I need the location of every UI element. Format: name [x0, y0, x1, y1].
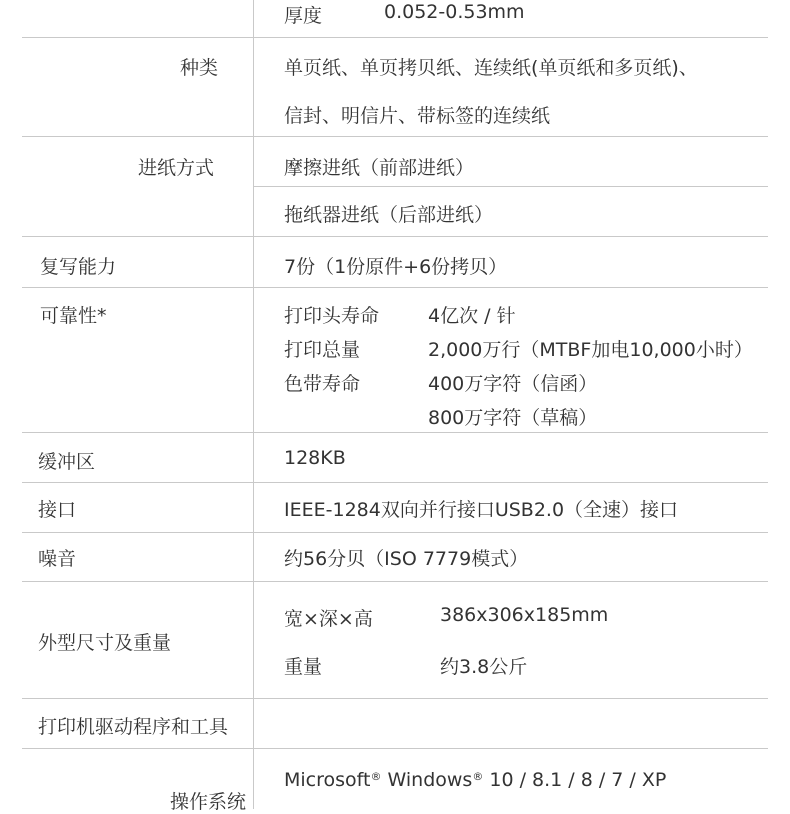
types-line-1: 单页纸、单页拷贝纸、连续纸(单页纸和多页纸)、 [284, 57, 698, 79]
dimensions-value-2: 约3.8公斤 [440, 656, 528, 678]
row-copy [22, 237, 768, 288]
noise-label: 噪音 [38, 548, 77, 570]
feed-line-2: 拖纸器进纸（后部进纸） [284, 204, 494, 226]
noise-value: 约56分贝（ISO 7779模式） [284, 548, 529, 570]
reliability-key-1: 打印头寿命 [284, 305, 380, 327]
copy-label: 复写能力 [40, 256, 117, 278]
column-divider [253, 533, 254, 581]
feed-line-1: 摩擦进纸（前部进纸） [284, 157, 475, 179]
reliability-value-4: 800万字符（草稿） [428, 407, 598, 429]
row-feed [22, 136, 768, 236]
column-divider [253, 37, 254, 136]
types-label: 种类 [180, 57, 219, 79]
thickness-cell [284, 1, 764, 31]
column-divider [253, 582, 254, 698]
dimensions-key-2: 重量 [284, 656, 323, 678]
column-divider [253, 237, 254, 287]
os-value [284, 769, 666, 791]
row-drivers [22, 699, 768, 749]
reliability-key-2: 打印总量 [284, 339, 361, 361]
row-noise [22, 533, 768, 582]
column-divider [253, 288, 254, 432]
column-divider [253, 699, 254, 748]
column-divider [253, 483, 254, 532]
os-label: 操作系统 [170, 791, 247, 813]
row-reliability [22, 288, 768, 433]
dimensions-label: 外型尺寸及重量 [38, 632, 172, 654]
column-divider [253, 749, 254, 809]
interface-value: IEEE-1284双向并行接口USB2.0（全速）接口 [284, 499, 679, 521]
reliability-key-3: 色带寿命 [284, 373, 361, 395]
buffer-label: 缓冲区 [38, 451, 96, 473]
dimensions-key-1: 宽×深×高 [284, 608, 373, 630]
buffer-value: 128KB [284, 447, 346, 469]
reliability-label: 可靠性* [40, 305, 107, 327]
thickness-value: 0.052-0.53mm [384, 1, 525, 23]
os-product: Windows [381, 769, 473, 791]
row-types [22, 37, 768, 137]
feed-label: 进纸方式 [138, 157, 215, 179]
registered-mark: ® [472, 770, 484, 783]
interface-label: 接口 [38, 499, 77, 521]
os-versions: 10 / 8.1 / 8 / 7 / XP [483, 769, 667, 791]
os-vendor: Microsoft [284, 769, 371, 791]
reliability-value-1: 4亿次 / 针 [428, 305, 516, 327]
drivers-label: 打印机驱动程序和工具 [38, 716, 229, 738]
types-line-2: 信封、明信片、带标签的连续纸 [284, 105, 551, 127]
feed-sub-divider [254, 186, 768, 187]
copy-value: 7份（1份原件+6份拷贝） [284, 256, 508, 278]
registered-mark: ® [370, 770, 382, 783]
column-divider [253, 0, 254, 37]
dimensions-value-1: 386x306x185mm [440, 604, 609, 626]
row-interface [22, 483, 768, 533]
thickness-key: 厚度 [284, 5, 323, 27]
row-os [22, 749, 768, 813]
reliability-value-2: 2,000万行（MTBF加电10,000小时） [428, 339, 753, 361]
column-divider [253, 433, 254, 482]
reliability-value-3: 400万字符（信函） [428, 373, 598, 395]
row-buffer [22, 433, 768, 483]
row-thickness [22, 0, 768, 38]
row-dimensions [22, 582, 768, 699]
